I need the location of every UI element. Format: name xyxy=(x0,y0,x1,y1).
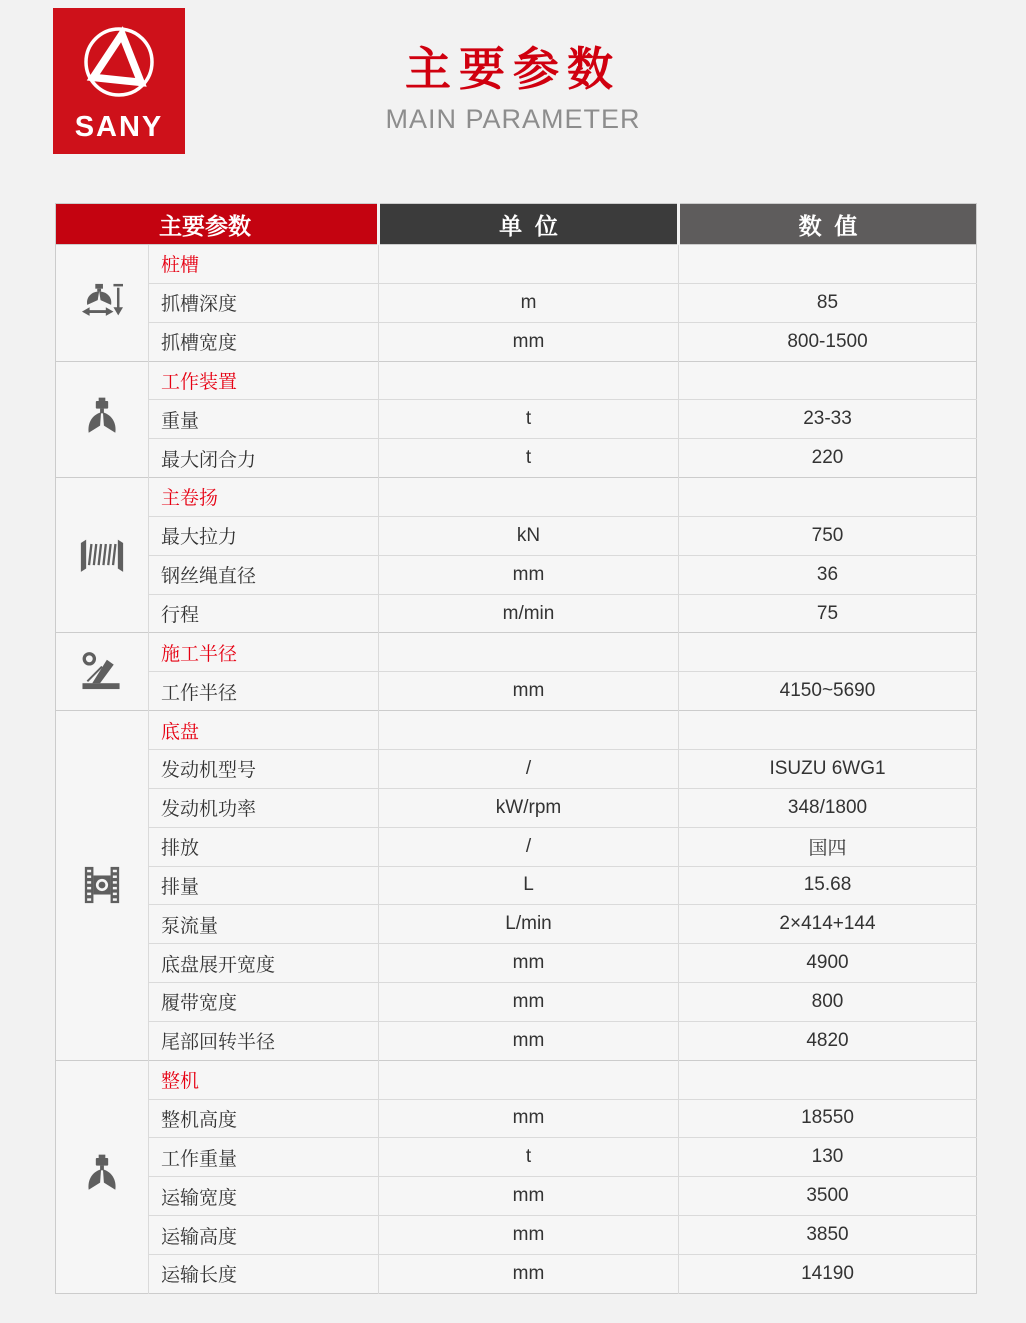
section-empty-unit-cell xyxy=(379,1060,679,1099)
param-value: 23-33 xyxy=(679,400,977,439)
param-name: 运输宽度 xyxy=(149,1177,379,1216)
section-title: 桩槽 xyxy=(149,245,379,284)
param-value: 14190 xyxy=(679,1254,977,1293)
param-value: 750 xyxy=(679,516,977,555)
section-title-row xyxy=(56,1060,977,1099)
param-value: 国四 xyxy=(679,827,977,866)
param-value: 36 xyxy=(679,555,977,594)
param-unit: L xyxy=(379,866,679,905)
param-unit: t xyxy=(379,439,679,478)
table-row xyxy=(56,983,977,1022)
section-empty-unit-cell xyxy=(379,361,679,400)
param-value: 2×414+144 xyxy=(679,905,977,944)
param-unit: mm xyxy=(379,1254,679,1293)
param-value: 4150~5690 xyxy=(679,672,977,711)
section-title-row xyxy=(56,361,977,400)
section-title: 工作装置 xyxy=(149,361,379,400)
param-value: 3500 xyxy=(679,1177,977,1216)
param-value: 800 xyxy=(679,983,977,1022)
table-row xyxy=(56,555,977,594)
section-title-row xyxy=(56,245,977,284)
table-row xyxy=(56,322,977,361)
section-empty-value-cell xyxy=(679,633,977,672)
sany-logo-text: SANY xyxy=(74,111,164,143)
table-row xyxy=(56,1177,977,1216)
param-value: 18550 xyxy=(679,1099,977,1138)
param-unit: kN xyxy=(379,516,679,555)
param-name: 底盘展开宽度 xyxy=(149,944,379,983)
section-empty-unit-cell xyxy=(379,711,679,750)
param-value: 3850 xyxy=(679,1216,977,1255)
param-unit: mm xyxy=(379,555,679,594)
table-row xyxy=(56,749,977,788)
section-title: 整机 xyxy=(149,1060,379,1099)
trench-grab-icon xyxy=(56,245,149,362)
page-title: 主要参数 xyxy=(405,43,621,95)
column-header-unit: 单 位 xyxy=(379,204,679,245)
param-name: 工作半径 xyxy=(149,672,379,711)
table-row xyxy=(56,1138,977,1177)
param-value: ISUZU 6WG1 xyxy=(679,749,977,788)
section-empty-value-cell xyxy=(679,1060,977,1099)
section-empty-unit-cell xyxy=(379,633,679,672)
crawler-icon xyxy=(56,711,149,1061)
table-row xyxy=(56,283,977,322)
grab-tool-icon xyxy=(56,361,149,478)
radius-icon xyxy=(56,633,149,711)
parameters-table xyxy=(55,203,977,1294)
param-name: 最大拉力 xyxy=(149,516,379,555)
param-unit: L/min xyxy=(379,905,679,944)
param-value: 4820 xyxy=(679,1021,977,1060)
table-row xyxy=(56,905,977,944)
param-unit: / xyxy=(379,749,679,788)
param-unit: mm xyxy=(379,672,679,711)
param-name: 运输长度 xyxy=(149,1254,379,1293)
param-name: 抓槽深度 xyxy=(149,283,379,322)
param-unit: / xyxy=(379,827,679,866)
param-name: 履带宽度 xyxy=(149,983,379,1022)
param-value: 85 xyxy=(679,283,977,322)
param-name: 排放 xyxy=(149,827,379,866)
section-title: 施工半径 xyxy=(149,633,379,672)
table-row xyxy=(56,1099,977,1138)
param-value: 15.68 xyxy=(679,866,977,905)
table-row xyxy=(56,827,977,866)
page-subtitle: MAIN PARAMETER xyxy=(385,104,641,134)
section-empty-value-cell xyxy=(679,361,977,400)
section-empty-unit-cell xyxy=(379,245,679,284)
param-value: 800-1500 xyxy=(679,322,977,361)
table-row xyxy=(56,672,977,711)
section-empty-value-cell xyxy=(679,245,977,284)
grab-tool-icon xyxy=(56,1060,149,1293)
param-name: 整机高度 xyxy=(149,1099,379,1138)
param-unit: mm xyxy=(379,1099,679,1138)
param-value: 130 xyxy=(679,1138,977,1177)
section-title: 主卷扬 xyxy=(149,478,379,517)
param-unit: mm xyxy=(379,1216,679,1255)
section-empty-value-cell xyxy=(679,711,977,750)
param-unit: mm xyxy=(379,944,679,983)
column-header-value: 数 值 xyxy=(679,204,977,245)
param-name: 排量 xyxy=(149,866,379,905)
table-row xyxy=(56,516,977,555)
param-name: 尾部回转半径 xyxy=(149,1021,379,1060)
page-header xyxy=(0,43,1026,134)
param-value: 348/1800 xyxy=(679,788,977,827)
param-value: 220 xyxy=(679,439,977,478)
table-row xyxy=(56,944,977,983)
param-unit: mm xyxy=(379,1177,679,1216)
table-body xyxy=(56,245,977,1294)
table-header-row xyxy=(56,204,977,245)
param-value: 4900 xyxy=(679,944,977,983)
section-title-row xyxy=(56,478,977,517)
section-empty-value-cell xyxy=(679,478,977,517)
param-unit: t xyxy=(379,400,679,439)
param-name: 抓槽宽度 xyxy=(149,322,379,361)
table-row xyxy=(56,594,977,633)
param-name: 钢丝绳直径 xyxy=(149,555,379,594)
section-title: 底盘 xyxy=(149,711,379,750)
table-row xyxy=(56,1254,977,1293)
param-unit: kW/rpm xyxy=(379,788,679,827)
column-header-parameters: 主要参数 xyxy=(56,204,379,245)
section-title-row xyxy=(56,633,977,672)
table-row xyxy=(56,866,977,905)
param-unit: m xyxy=(379,283,679,322)
section-title-row xyxy=(56,711,977,750)
param-name: 最大闭合力 xyxy=(149,439,379,478)
table-row xyxy=(56,1021,977,1060)
table-row xyxy=(56,400,977,439)
param-name: 运输高度 xyxy=(149,1216,379,1255)
param-unit: mm xyxy=(379,1021,679,1060)
param-name: 泵流量 xyxy=(149,905,379,944)
param-unit: mm xyxy=(379,983,679,1022)
param-name: 重量 xyxy=(149,400,379,439)
param-unit: m/min xyxy=(379,594,679,633)
param-name: 发动机功率 xyxy=(149,788,379,827)
param-unit: t xyxy=(379,1138,679,1177)
table-row xyxy=(56,788,977,827)
param-name: 工作重量 xyxy=(149,1138,379,1177)
section-empty-unit-cell xyxy=(379,478,679,517)
winch-icon xyxy=(56,478,149,633)
param-name: 行程 xyxy=(149,594,379,633)
param-value: 75 xyxy=(679,594,977,633)
param-name: 发动机型号 xyxy=(149,749,379,788)
table-row xyxy=(56,1216,977,1255)
param-unit: mm xyxy=(379,322,679,361)
table-row xyxy=(56,439,977,478)
